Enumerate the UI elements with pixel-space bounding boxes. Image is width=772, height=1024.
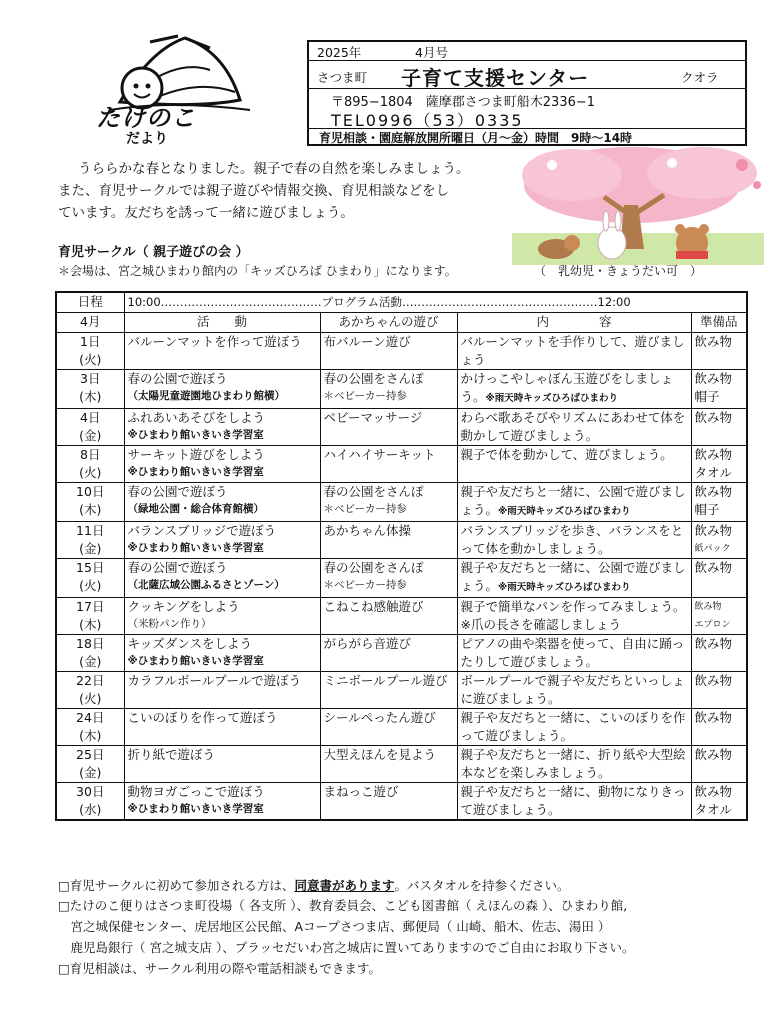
center-name-row <box>309 61 745 89</box>
baby-play-title: 春の公園をさんぽ <box>323 484 424 499</box>
items-drink: 飲み物 <box>694 484 733 499</box>
items-drink: 飲み物 <box>694 410 733 425</box>
day-of-week: (金) <box>79 765 102 780</box>
schedule-row <box>56 559 747 598</box>
content-text: 親子で体を動かして、遊びましょう。 <box>460 447 673 462</box>
date-cell <box>56 370 124 409</box>
items-extra: エプロン <box>694 620 731 630</box>
intro-line-1: うららかな春となりました。親子で春の自然を楽しみましょう。 <box>78 161 470 177</box>
issue-year: 2025年 <box>317 45 362 60</box>
items-cell <box>691 522 747 559</box>
baby-play-cell <box>320 370 457 409</box>
content-text: わらべ歌あそびやリズムにあわせて体を動かして遊びましょう。 <box>460 410 686 443</box>
issue-number: 4月号 <box>415 45 448 60</box>
baby-play-cell <box>320 522 457 559</box>
items-cell <box>691 783 747 821</box>
activity-cell <box>124 370 320 409</box>
day-number: 25日 <box>76 747 105 762</box>
consent-form-emphasis: 同意書があります <box>294 878 395 893</box>
activity-title: こいのぼりを作って遊ぼう <box>127 710 278 725</box>
date-cell <box>56 559 124 598</box>
date-cell <box>56 409 124 446</box>
content-text: ボールプールで親子や友だちといっしょに遊びましょう。 <box>460 673 685 706</box>
items-cell <box>691 635 747 672</box>
footer-line-1c: 。バスタオルを持参ください。 <box>394 878 570 893</box>
items-drink: 飲み物 <box>694 784 733 799</box>
town-name: さつま町 <box>317 70 368 85</box>
cherry-blossom-illustration <box>512 145 764 265</box>
items-cell <box>691 409 747 446</box>
column-header-row <box>56 313 747 333</box>
content-cell <box>457 635 691 672</box>
activity-title: ふれあいあそびをしよう <box>127 410 266 425</box>
day-of-week: (火) <box>79 352 102 367</box>
activity-title: 折り紙で遊ぼう <box>127 747 216 762</box>
items-cell <box>691 559 747 598</box>
content-text: 親子や友だちと一緒に、公園で遊びましょう。 <box>460 560 686 593</box>
baby-play-title: がらがら音遊び <box>323 636 412 651</box>
activity-title: キッズダンスをしよう <box>127 636 253 651</box>
activity-venue: （北薩広域公園ふるさとゾーン） <box>127 579 285 591</box>
schedule-row <box>56 746 747 783</box>
center-info-box <box>307 40 747 146</box>
baby-play-cell <box>320 635 457 672</box>
rain-note: ※雨天時キッズひろばひまわり <box>498 506 631 517</box>
baby-play-title: まねっこ遊び <box>323 784 399 799</box>
items-cell <box>691 370 747 409</box>
content-cell <box>457 559 691 598</box>
date-cell <box>56 483 124 522</box>
day-of-week: (火) <box>79 578 102 593</box>
activity-title: バルーンマットを作って遊ぼう <box>127 334 302 349</box>
day-of-week: (木) <box>79 502 102 517</box>
date-cell <box>56 709 124 746</box>
content-cell <box>457 672 691 709</box>
content-text: 親子や友だちと一緒に、こいのぼりを作って遊びましょう。 <box>460 710 686 743</box>
baby-play-cell <box>320 709 457 746</box>
baby-play-cell <box>320 783 457 821</box>
baby-play-cell <box>320 672 457 709</box>
items-drink: 飲み物 <box>694 710 733 725</box>
baby-play-cell <box>320 409 457 446</box>
items-extra: タオル <box>694 802 733 817</box>
intro-line-2: また、育児サークルでは親子遊びや情報交換、育児相談などをし <box>58 183 450 199</box>
rain-note: ※雨天時キッズひろばひまわり <box>485 393 619 404</box>
issue-row <box>309 42 745 61</box>
baby-play-cell <box>320 483 457 522</box>
day-number: 22日 <box>76 673 105 688</box>
schedule-row <box>56 598 747 635</box>
venue-note: ＊会場は、宮之城ひまわり館内の「キッズひろば ひまわり」になります。 <box>58 264 457 278</box>
activity-cell <box>124 483 320 522</box>
items-cell <box>691 446 747 483</box>
activity-cell <box>124 672 320 709</box>
hours-row <box>309 129 745 146</box>
day-of-week: (火) <box>79 691 102 706</box>
rain-note: ※雨天時キッズひろばひまわり <box>498 582 631 593</box>
activity-venue: （米粉パン作り） <box>127 618 212 630</box>
footer-distribution-1: □たけのこ便りはさつま町役場（ 各支所 ）、教育委員会、こども図書館（ えほんの森 ）、ひまわり館, <box>58 898 628 913</box>
col-content-header: 内 容 <box>457 313 691 333</box>
date-cell <box>56 598 124 635</box>
schedule-row <box>56 522 747 559</box>
baby-play-cell <box>320 598 457 635</box>
content-text: 親子や友だちと一緒に、動物になりきって遊びましょう。 <box>460 784 686 817</box>
intro-line-3: ています。友だちを誘って一緒に遊びましょう。 <box>58 205 354 221</box>
day-number: 10日 <box>76 484 105 499</box>
items-drink: 飲み物 <box>694 673 733 688</box>
content-text: 親子や友だちと一緒に、折り紙や大型絵本などを楽しみましょう。 <box>460 747 686 780</box>
items-drink: 飲み物 <box>694 334 733 349</box>
baby-play-title: 布バルーン遊び <box>323 334 411 349</box>
center-address: 〒895−1804 薩摩郡さつま町船木2336−1 <box>331 95 596 110</box>
day-of-week: (金) <box>79 428 102 443</box>
center-nickname: クオラ <box>681 70 719 85</box>
footer-distribution-2: 宮之城保健センター、虎居地区公民館、Aコープさつま店、郵便局（ 山崎、船木、佐志、湯田 ） <box>58 919 611 934</box>
day-of-week: (木) <box>79 728 102 743</box>
baby-play-note: ＊ベビーカー持参 <box>323 579 407 591</box>
items-cell <box>691 746 747 783</box>
activity-title: カラフルボールプールで遊ぼう <box>127 673 302 688</box>
items-extra: 帽子 <box>694 502 720 517</box>
logo-subtitle: だより <box>126 131 168 147</box>
content-cell <box>457 483 691 522</box>
items-cell <box>691 672 747 709</box>
baby-play-title: ハイハイサーキット <box>323 447 436 462</box>
activity-venue: （緑地公園・総合体育館横） <box>127 503 264 515</box>
schedule-table <box>55 291 748 821</box>
day-of-week: (金) <box>79 541 102 556</box>
baby-play-note: ＊ベビーカー持参 <box>323 503 407 515</box>
content-cell <box>457 446 691 483</box>
activity-venue: ※ひまわり館いきいき学習室 <box>127 542 264 554</box>
baby-play-note: ＊ベビーカー持参 <box>323 390 407 402</box>
content-text: ピアノの曲や楽器を使って、自由に踊ったりして遊びましょう。 <box>460 636 685 669</box>
items-cell <box>691 598 747 635</box>
opening-hours: 育児相談・園庭解放開所曜日（月〜金）時間 9時〜14時 <box>319 131 633 145</box>
content-cell <box>457 522 691 559</box>
items-cell <box>691 483 747 522</box>
items-extra: タオル <box>694 465 733 480</box>
items-drink: 飲み物 <box>694 602 722 612</box>
date-cell <box>56 746 124 783</box>
day-number: 1日 <box>80 334 101 349</box>
items-extra: 帽子 <box>694 389 720 404</box>
day-of-week: (火) <box>79 465 102 480</box>
baby-play-title: こねこね感触遊び <box>323 599 424 614</box>
activity-cell <box>124 333 320 370</box>
schedule-row <box>56 370 747 409</box>
items-drink: 飲み物 <box>694 447 733 462</box>
items-extra: 紙パック <box>694 544 731 554</box>
center-name: 子育て支援センター <box>401 66 590 90</box>
center-phone: TEL0996（53）0335 <box>331 111 524 130</box>
content-cell <box>457 783 691 821</box>
items-drink: 飲み物 <box>694 747 733 762</box>
baby-play-title: あかちゃん体操 <box>323 523 412 538</box>
items-drink: 飲み物 <box>694 371 733 386</box>
items-cell <box>691 709 747 746</box>
activity-title: 春の公園で遊ぼう <box>127 371 228 386</box>
activity-title: 春の公園で遊ぼう <box>127 484 228 499</box>
content-cell <box>457 598 691 635</box>
items-drink: 飲み物 <box>694 560 733 575</box>
date-cell <box>56 333 124 370</box>
schedule-row <box>56 483 747 522</box>
items-cell <box>691 333 747 370</box>
activity-cell <box>124 446 320 483</box>
footer-line-1a: □育児サークルに初めて参加される方は、 <box>58 878 295 893</box>
activity-cell <box>124 635 320 672</box>
activity-venue: ※ひまわり館いきいき学習室 <box>127 429 264 441</box>
activity-venue: ※ひまわり館いきいき学習室 <box>127 466 264 478</box>
circle-heading: 育児サークル（ 親子遊びの会 ） <box>58 245 249 260</box>
footer-distribution-3: 鹿児島銀行（ 宮之城支店 ）、プラッセだいわ宮之城店に置いてありますのでご自由にお取り下さい。 <box>58 940 635 955</box>
content-text: かけっこやしゃぼん玉遊びをしましょう。 <box>460 371 674 404</box>
col-activity-header: 活 動 <box>124 313 320 333</box>
program-timeline: 10:00……………………………………プログラム活動……………………………………………12:00 <box>124 292 747 313</box>
day-of-week: (木) <box>79 389 102 404</box>
content-cell <box>457 409 691 446</box>
baby-play-title: 春の公園をさんぽ <box>323 371 424 386</box>
date-cell <box>56 672 124 709</box>
content-text: 親子や友だちと一緒に、公園で遊びましょう。 <box>460 484 686 517</box>
baby-play-cell <box>320 559 457 598</box>
footer-consultation-note: □育児相談は、サークル利用の際や電話相談もできます。 <box>58 961 381 976</box>
day-number: 8日 <box>80 447 101 462</box>
baby-play-cell <box>320 746 457 783</box>
day-of-week: (金) <box>79 654 102 669</box>
day-number: 11日 <box>76 523 105 538</box>
content-cell <box>457 709 691 746</box>
col-baby-header: あかちゃんの遊び <box>320 313 457 333</box>
activity-cell <box>124 559 320 598</box>
date-cell <box>56 783 124 821</box>
day-of-week: (水) <box>79 802 102 817</box>
activity-title: 春の公園で遊ぼう <box>127 560 228 575</box>
activity-cell <box>124 709 320 746</box>
logo-title: たけのこ <box>96 104 196 132</box>
cherry-tree-icon <box>512 145 764 265</box>
baby-play-cell <box>320 333 457 370</box>
activity-venue: ※ひまわり館いきいき学習室 <box>127 655 264 667</box>
activity-cell <box>124 409 320 446</box>
day-number: 17日 <box>76 599 105 614</box>
takenoko-logo <box>90 30 270 150</box>
day-number: 24日 <box>76 710 105 725</box>
activity-title: クッキングをしよう <box>127 599 240 614</box>
day-number: 3日 <box>80 371 101 386</box>
date-cell <box>56 522 124 559</box>
content-text: 親子で簡単なパンを作ってみましょう。※爪の長さを確認しましょう <box>460 599 686 632</box>
day-number: 15日 <box>76 560 105 575</box>
activity-cell <box>124 522 320 559</box>
month-label: 4月 <box>56 313 124 333</box>
content-cell <box>457 333 691 370</box>
content-cell <box>457 370 691 409</box>
schedule-row <box>56 409 747 446</box>
schedule-row <box>56 672 747 709</box>
activity-cell <box>124 783 320 821</box>
day-number: 30日 <box>76 784 105 799</box>
baby-play-title: シールぺったん遊び <box>323 710 436 725</box>
activity-cell <box>124 598 320 635</box>
activity-title: 動物ヨガごっこで遊ぼう <box>127 784 265 799</box>
schedule-row <box>56 333 747 370</box>
content-cell <box>457 746 691 783</box>
activity-cell <box>124 746 320 783</box>
schedule-row <box>56 635 747 672</box>
content-text: バランスブリッジを歩き、バランスをとって体を動かしましょう。 <box>460 523 684 556</box>
baby-play-title: ベビーマッサージ <box>323 410 423 425</box>
activity-venue: （太陽児童遊園地ひまわり館横） <box>127 390 285 402</box>
day-number: 18日 <box>76 636 105 651</box>
items-drink: 飲み物 <box>694 636 733 651</box>
col-items-header: 準備品 <box>691 313 747 333</box>
activity-title: サーキット遊びをしよう <box>127 447 265 462</box>
schedule-row <box>56 783 747 821</box>
program-row <box>56 292 747 313</box>
activity-title: バランスブリッジで遊ぼう <box>127 523 277 538</box>
date-cell <box>56 635 124 672</box>
baby-play-title: 春の公園をさんぽ <box>323 560 424 575</box>
schedule-row <box>56 709 747 746</box>
footer-consent-note <box>58 876 569 895</box>
baby-play-cell <box>320 446 457 483</box>
contact-row <box>309 89 745 129</box>
target-note: （ 乳幼児・きょうだい可 ） <box>534 264 703 278</box>
activity-venue: ※ひまわり館いきいき学習室 <box>127 803 264 815</box>
date-cell <box>56 446 124 483</box>
schedule-row <box>56 446 747 483</box>
items-drink: 飲み物 <box>694 523 733 538</box>
date-label: 日程 <box>56 292 124 313</box>
day-of-week: (木) <box>79 617 102 632</box>
baby-play-title: 大型えほんを見よう <box>323 747 437 762</box>
baby-play-title: ミニボールプール遊び <box>323 673 448 688</box>
content-text: バルーンマットを手作りして、遊びましょう <box>460 334 685 367</box>
day-number: 4日 <box>80 410 101 425</box>
